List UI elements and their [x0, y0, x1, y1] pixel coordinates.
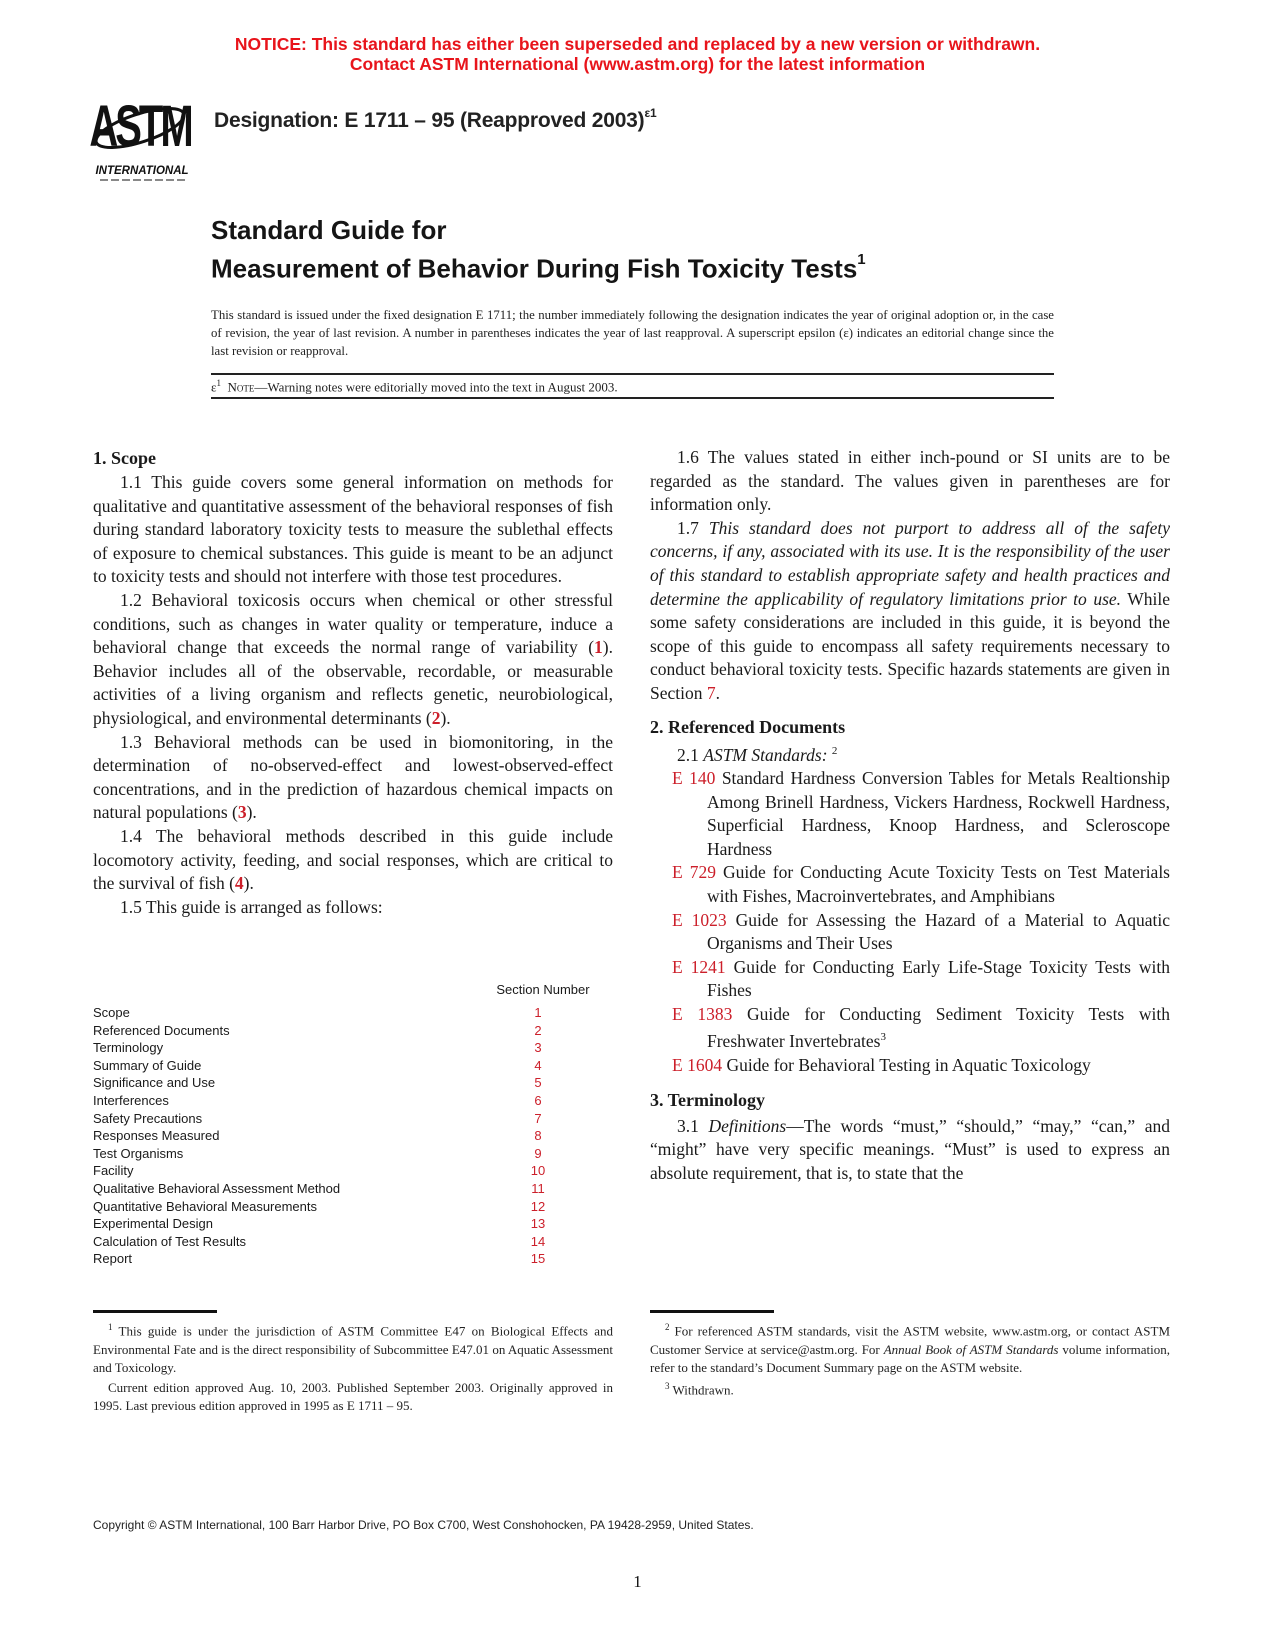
toc-row: Significance and Use 5	[93, 1074, 553, 1092]
copyright: Copyright © ASTM International, 100 Barr Harbor Drive, PO Box C700, West Conshohocken, PA 19428-2959, United States.	[93, 1518, 754, 1532]
para-2-1: 2.1 ASTM Standards: $^2$	[677, 744, 838, 765]
section-link[interactable]: 11	[531, 1180, 545, 1196]
designation-epsilon: ε1	[644, 106, 657, 120]
toc-row: Interferences 6	[93, 1092, 553, 1110]
astm-globe-icon	[90, 88, 200, 188]
reference-item: E 140 Standard Hardness Conversion Tables for Metals Realtionship Among Brinell Hardness, Vickers Hardness, Rockwell Hardness, Superficial Hardness, Knoop Hardness, and Scleroscope Hardness	[672, 767, 1170, 859]
designation-text: Designation: E 1711 – 95 (Reapproved 2003)	[214, 109, 645, 132]
toc-row: Test Organisms 9	[93, 1145, 553, 1163]
toc-row: Safety Precautions 7	[93, 1110, 553, 1128]
citation-link[interactable]: 3	[237, 802, 247, 823]
standard-link[interactable]: E 140	[672, 767, 716, 788]
toc-row: Responses Measured 8	[93, 1127, 553, 1145]
reference-item: E 729 Guide for Conducting Acute Toxicity Tests on Test Materials with Fishes, Macroinvertebrates, and Amphibians	[672, 862, 1170, 906]
divider	[211, 397, 1054, 399]
preamble: This standard is issued under the fixed designation E 1711; the number immediately following the designation indicates the year of original adoption or, in the case of revision, the year of last revision. A number in parentheses indicates the year of last reapproval. A superscript epsilon (ε) indicates an editorial change since the last revision or reapproval.	[211, 308, 1054, 358]
footnotes-right	[650, 1318, 1170, 1399]
section-link[interactable]: 12	[530, 1198, 546, 1214]
para-1-6: 1.6 The values stated in either inch-pound or SI units are to be regarded as the standard. The values given in parentheses are for information only.	[650, 447, 1170, 515]
reference-item: E 1383 Guide for Conducting Sediment Toxicity Tests with Freshwater Invertebrates$^3$	[672, 1003, 1170, 1052]
reference-item: E 1604 Guide for Behavioral Testing in Aquatic Toxicology	[672, 1054, 1091, 1075]
left-column	[93, 446, 613, 919]
para-1-2: 1.2 Behavioral toxicosis occurs when chemical or other stressful conditions, such as changes in water quality or temperature, induce a behavioral change that exceeds the normal range of variability (1). Behavior includes all of the observable, recordable, or measurable activities of a living organism and reflects genetic, neurobiological, physiological, and environmental determinants (2).	[93, 589, 613, 728]
section-link[interactable]: 7	[534, 1110, 542, 1126]
standard-link[interactable]: E 1604	[672, 1054, 723, 1075]
section-link[interactable]: 10	[530, 1163, 546, 1179]
section-heading-scope: 1. Scope	[93, 448, 156, 468]
section-link[interactable]: 2	[534, 1022, 542, 1038]
para-1-5: 1.5 This guide is arranged as follows:	[120, 896, 383, 917]
para-1-1: 1.1 This guide covers some general information on methods for qualitative and quantitative assessment of the behavioral responses of fish during standard laboratory toxicity tests to measure the sublethal effects of exposure to chemical substances. This guide is meant to be an adjunct to toxicity tests and should not interfere with those test procedures.	[93, 472, 613, 587]
title-footnote-ref[interactable]: 1	[857, 251, 866, 268]
toc-row: Qualitative Behavioral Assessment Method 11	[93, 1180, 553, 1198]
standard-link[interactable]: E 729	[672, 862, 716, 883]
reference-item: E 1241 Guide for Conducting Early Life-Stage Toxicity Tests with Fishes	[672, 956, 1170, 1001]
section-link[interactable]: 9	[534, 1145, 542, 1161]
footnote-ref[interactable]: 2	[831, 744, 838, 757]
section-link[interactable]: 6	[534, 1092, 542, 1108]
standard-link[interactable]: E 1383	[672, 1003, 733, 1024]
footnote-1-edition: Current edition approved Aug. 10, 2003. Published September 2003. Originally approved in 1995. Last previous edition approved in 1995 as E 1711 – 95.	[93, 1379, 613, 1414]
section-link[interactable]: 1	[534, 1005, 542, 1020]
para-1-3: 1.3 Behavioral methods can be used in biomonitoring, in the determination of no-observed-effect and lowest-observed-effect concentrations, and in the prediction of hazardous chemical impacts on natural populations (3).	[93, 731, 613, 823]
section-heading-referenced-documents: 2. Referenced Documents	[650, 716, 846, 737]
toc-row: Terminology 3	[93, 1039, 553, 1057]
citation-link[interactable]: 4	[234, 873, 244, 894]
section-link[interactable]: 15	[530, 1251, 546, 1267]
footnote-2: $^2$ For referenced ASTM standards, visit the ASTM website, www.astm.org, or contact ASTM Customer Service at service@astm.org. For Annual Book of ASTM Standards volume information, refer to the standard’s Document Summary page on the ASTM website.	[650, 1322, 1171, 1375]
page-number: 1	[633, 1572, 642, 1591]
section-link[interactable]: 3	[534, 1040, 542, 1056]
footnote-3: $^3$ Withdrawn.	[665, 1380, 734, 1398]
reference-item: E 1023 Guide for Assessing the Hazard of a Material to Aquatic Organisms and Their Uses	[672, 909, 1171, 954]
section-link[interactable]: 13	[530, 1216, 546, 1232]
footnotes-left	[93, 1318, 613, 1415]
toc-row: Report 15	[93, 1250, 553, 1268]
citation-link[interactable]: 1	[594, 637, 603, 658]
citation-link[interactable]: 2	[431, 707, 441, 728]
toc-row: Quantitative Behavioral Measurements 12	[93, 1198, 553, 1216]
toc-row: Calculation of Test Results 14	[93, 1233, 553, 1251]
toc-row: Referenced Documents 2	[93, 1022, 553, 1040]
epsilon-note: $\varepsilon^1$ Note—Warning notes were editorially moved into the text in August 2003.	[211, 378, 618, 395]
para-3-1: 3.1 Definitions—The words “must,” “should,” “may,” “can,” and “might” have very specific meanings. “Must” is used to express an absolute requirement, that is, to state that the	[650, 1115, 1171, 1183]
notice-line-2: Contact ASTM International (www.astm.org) for the latest information	[349, 54, 926, 74]
right-column	[650, 446, 1170, 1185]
footnote-ref[interactable]: 3	[880, 1031, 886, 1044]
divider	[211, 373, 1054, 375]
astm-logo	[90, 88, 200, 188]
footnote-rule	[93, 1310, 217, 1313]
section-link[interactable]: 14	[530, 1233, 546, 1249]
designation	[214, 108, 656, 133]
footnote-1: $^1$ This guide is under the jurisdiction of ASTM Committee E47 on Biological Effects and Environmental Fate and is the direct responsibility of Subcommittee E47.01 on Aquatic Assessment and Toxicology.	[93, 1322, 613, 1375]
toc-row: Experimental Design 13	[93, 1215, 553, 1233]
reference-list	[650, 767, 1170, 1078]
toc-row: Facility 10	[93, 1162, 553, 1180]
section-link[interactable]: 7	[706, 682, 716, 703]
toc-row: Scope 1	[93, 1004, 553, 1022]
section-heading-terminology: 3. Terminology	[650, 1089, 766, 1110]
section-link[interactable]: 8	[534, 1128, 542, 1144]
title-line-1: Standard Guide for	[211, 215, 447, 245]
para-1-4: 1.4 The behavioral methods described in this guide include locomotory activity, feeding, and social responses, which are critical to the survival of fish (4).	[93, 825, 613, 894]
title-line-2: Measurement of Behavior During Fish Toxicity Tests$^1$	[211, 251, 866, 284]
para-1-7: 1.7 This standard does not purport to address all of the safety concerns, if any, associated with its use. It is the responsibility of the user of this standard to establish appropriate safety and health practices and determine the applicability of regulatory limitations prior to use. While some safety considerations are included in this guide, it is beyond the scope of this guide to encompass all safety requirements necessary to conduct behavioral toxicity tests. Specific hazards statements are given in Section 7.	[650, 517, 1171, 703]
footnote-rule	[650, 1310, 774, 1313]
svg-text:INTERNATIONAL: INTERNATIONAL	[95, 165, 189, 177]
supersession-notice	[0, 34, 1275, 74]
section-link[interactable]: 4	[534, 1057, 542, 1073]
notice-line-1: NOTICE: This standard has either been superseded and replaced by a new version or withdrawn.	[234, 34, 1041, 54]
document-title	[211, 214, 866, 286]
toc-header: Section Number	[496, 982, 590, 997]
section-link[interactable]: 5	[534, 1075, 542, 1091]
standard-link[interactable]: E 1241	[672, 956, 726, 977]
standard-link[interactable]: E 1023	[672, 909, 727, 930]
svg-text:ASTM: ASTM	[90, 93, 191, 159]
toc-row: Summary of Guide 4	[93, 1057, 553, 1075]
section-table	[93, 982, 590, 1268]
